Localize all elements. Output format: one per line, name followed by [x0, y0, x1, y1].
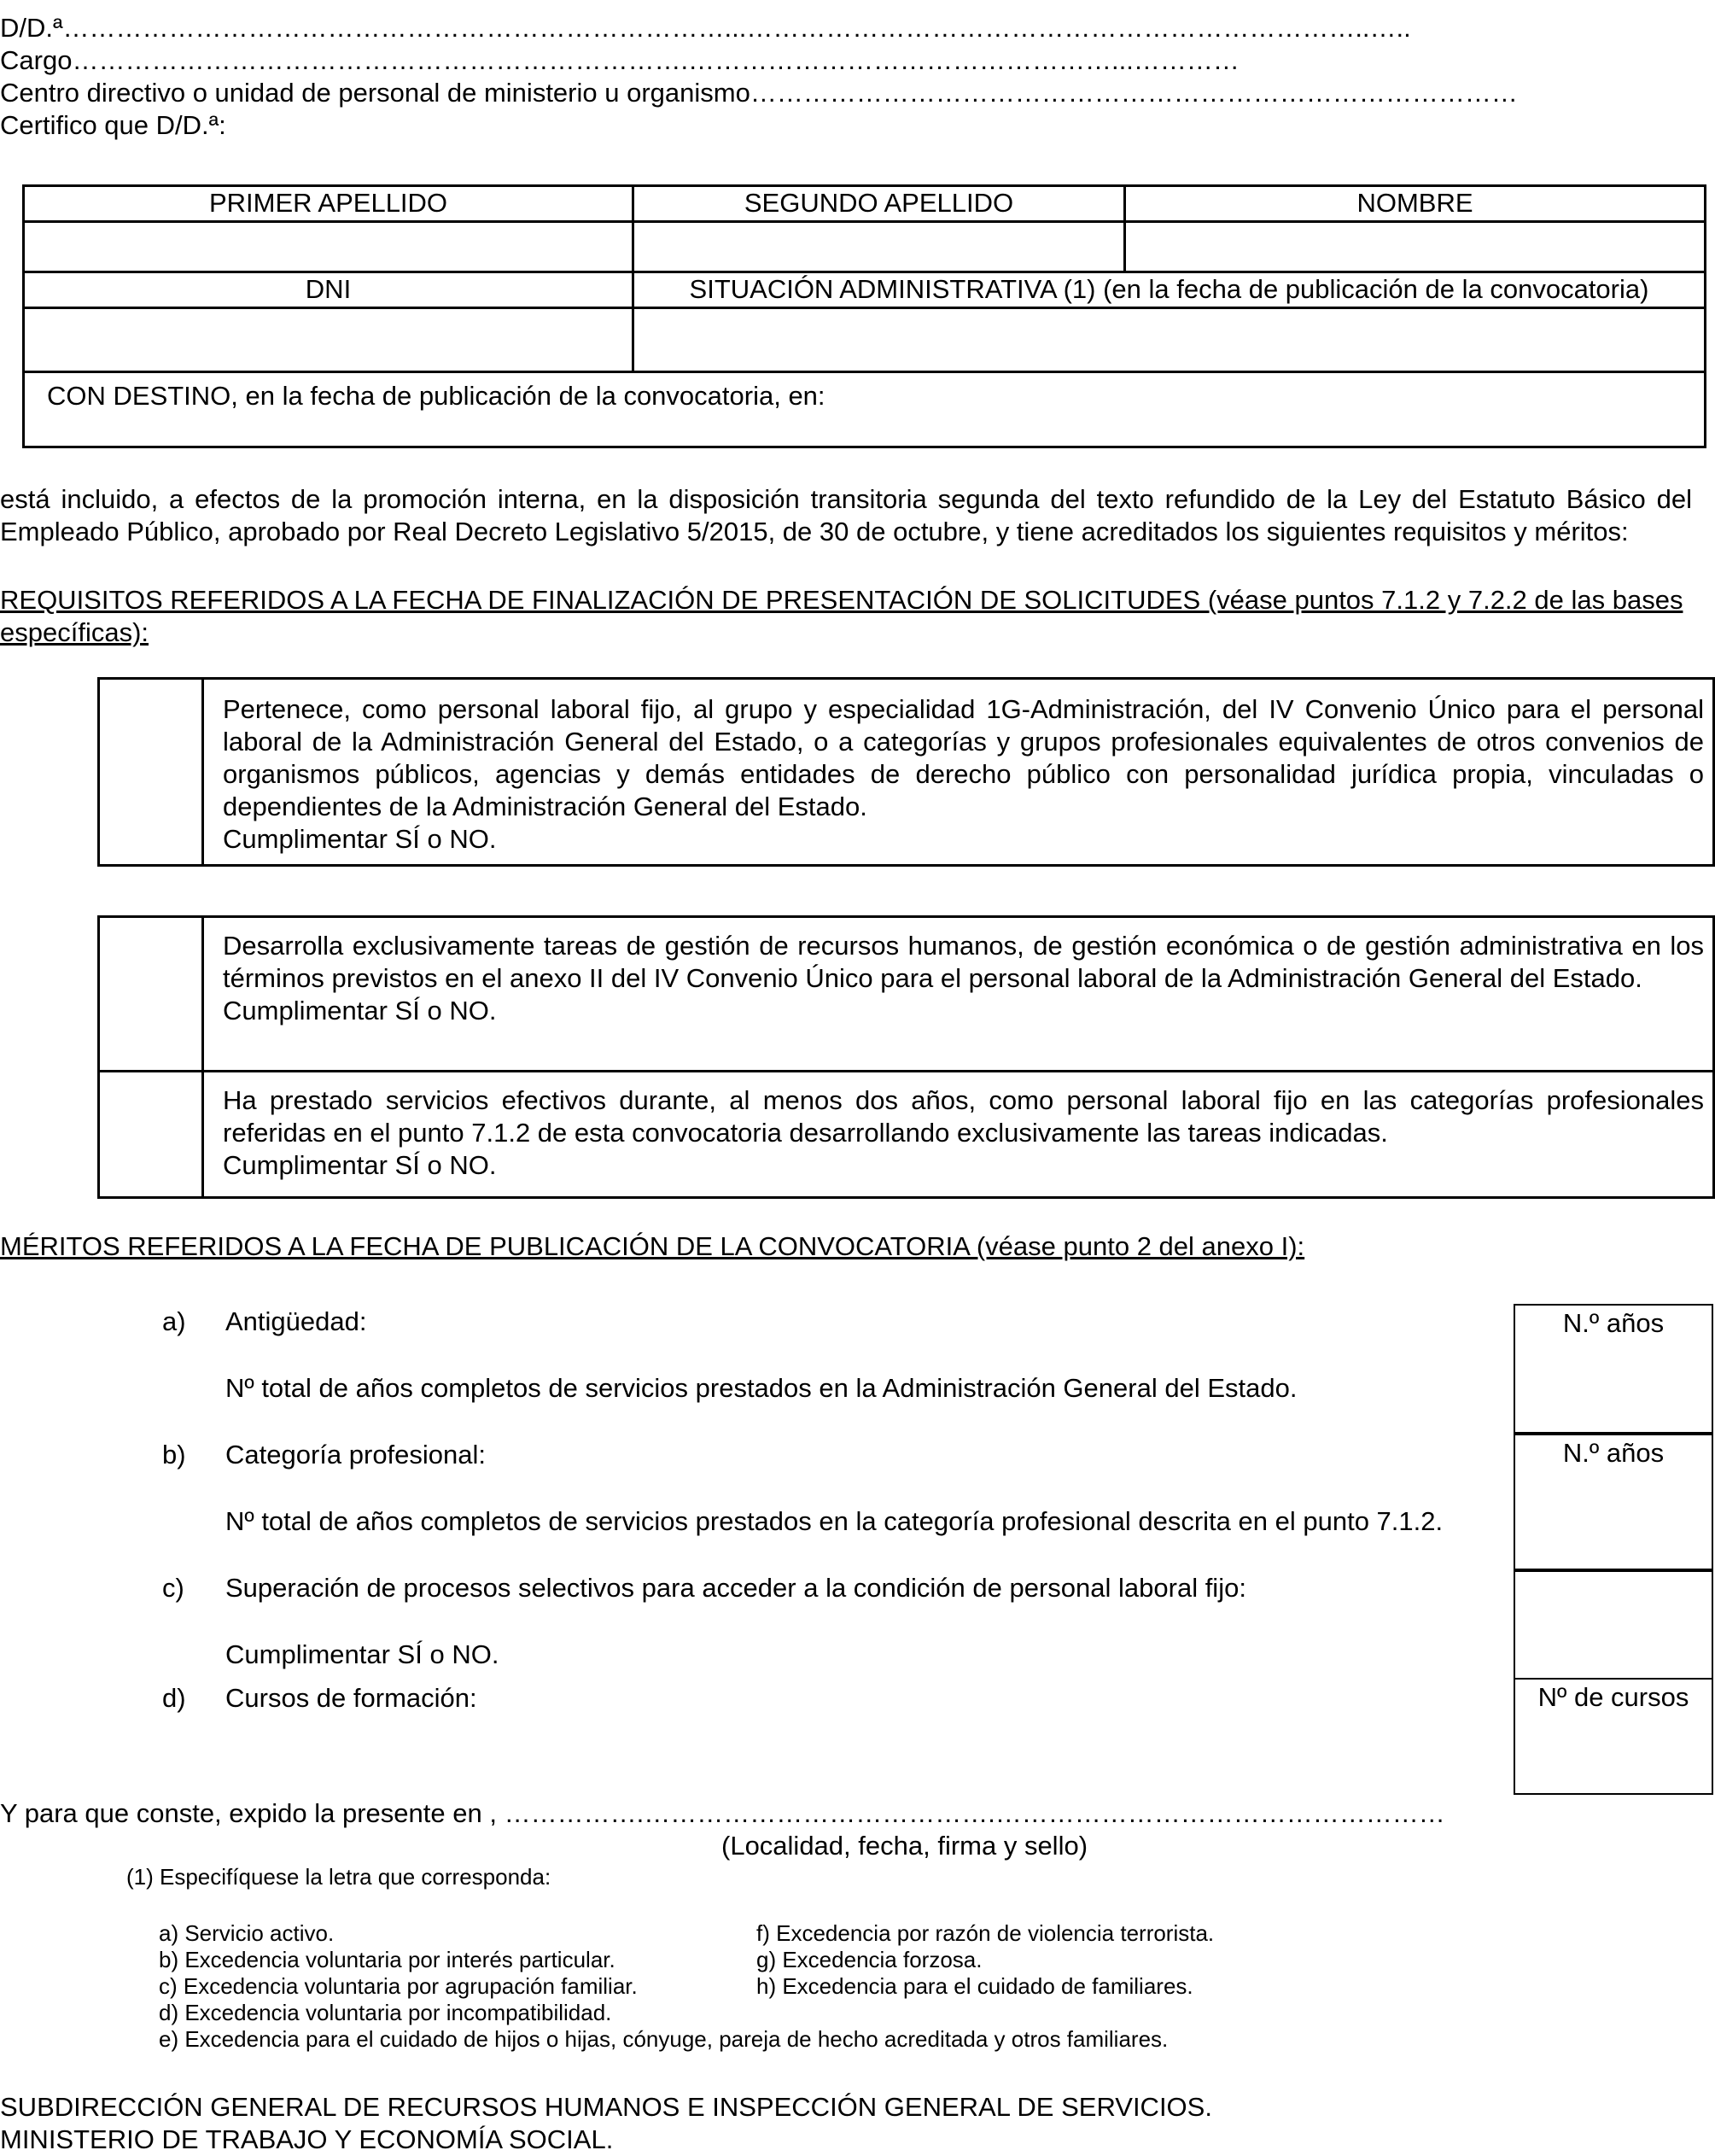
destino-label: CON DESTINO, en la fecha de publicación de la convocatoria, en:	[47, 381, 825, 411]
closing-text: Y para que conste, expido la presente en ,	[0, 1798, 497, 1828]
intro-paragraph: está incluido, a efectos de la promoción interna, en la disposición transitoria segunda del texto refundido de la Ley del Estatuto Básico del Empleado Público, aprobado por Real Decreto Legislativo 5/2015, de 30 de octubre, y tiene acreditados los siguientes requisitos y méritos:	[0, 484, 1692, 546]
merito-b-box[interactable]	[1514, 1434, 1713, 1570]
closing-dots[interactable]: …………….………………………………….……………………………………………	[504, 1798, 1445, 1828]
merito-a-title: Antigüedad:	[225, 1306, 367, 1336]
requisito-1-answer[interactable]	[99, 679, 203, 866]
situacion-field[interactable]	[633, 308, 1706, 372]
dni-field[interactable]	[24, 308, 633, 372]
footnote-item-b: b) Excedencia voluntaria por interés particular.	[159, 1947, 615, 1972]
footnote-item-a: a) Servicio activo.	[159, 1920, 335, 1946]
footnote-item-f: f) Excedencia por razón de violencia terrorista.	[756, 1920, 1215, 1946]
dda-label: D/D.ª	[0, 13, 63, 43]
merito-b-box-label: N.º años	[1562, 1438, 1665, 1468]
requisito-3-answer[interactable]	[99, 1072, 203, 1198]
merito-c-letter: c)	[162, 1573, 184, 1603]
merito-b-desc: Nº total de años completos de servicios prestados en la categoría profesional descrita en el punto 7.1.2.	[225, 1506, 1444, 1536]
header-primer-apellido: PRIMER APELLIDO	[24, 186, 633, 222]
merito-d-box[interactable]	[1514, 1678, 1713, 1795]
primer-apellido-field[interactable]	[24, 222, 633, 272]
nombre-field[interactable]	[1125, 222, 1706, 272]
merito-c-title: Superación de procesos selectivos para acceder a la condición de personal laboral fijo:	[225, 1573, 1246, 1603]
closing-sub: (Localidad, fecha, firma y sello)	[721, 1831, 1088, 1861]
requisito-3-cell	[203, 1072, 1714, 1198]
footer-line-1: SUBDIRECCIÓN GENERAL DE RECURSOS HUMANOS E INSPECCIÓN GENERAL DE SERVICIOS.	[0, 2092, 1212, 2122]
merito-a-box-label: N.º años	[1562, 1308, 1665, 1338]
centro-label: Centro directivo o unidad de personal de ministerio u organismo	[0, 78, 750, 108]
footer-line-2: MINISTERIO DE TRABAJO Y ECONOMÍA SOCIAL.	[0, 2124, 614, 2154]
merito-c-desc: Cumplimentar SÍ o NO.	[225, 1639, 499, 1669]
header-nombre: NOMBRE	[1125, 186, 1706, 222]
requisito-2-cell	[203, 917, 1714, 1072]
header-dni: DNI	[24, 272, 633, 308]
requisito-3-text: Ha prestado servicios efectivos durante, al menos dos años, como personal laboral fijo en las categorías profesionales referidas en el punto 7.1.2 de esta convocatoria desarrollando exclusivamente las tareas indicadas.	[223, 1085, 1704, 1148]
header-segundo-apellido: SEGUNDO APELLIDO	[633, 186, 1125, 222]
merito-d-letter: d)	[162, 1683, 186, 1713]
footnote-item-h: h) Excedencia para el cuidado de familiares.	[756, 1973, 1193, 1999]
requisito-2-answer[interactable]	[99, 917, 203, 1072]
merito-b-letter: b)	[162, 1440, 186, 1469]
dda-dots[interactable]: …………………………………………………………………...……………………………………………………………..…..	[62, 13, 1411, 43]
requisito-3-note: Cumplimentar SÍ o NO.	[223, 1150, 497, 1180]
requisito-2-3-table	[97, 915, 1715, 1199]
field-dda	[0, 12, 1686, 44]
certifico-label: Certifico que D/D.ª:	[0, 110, 226, 140]
cargo-label: Cargo	[0, 45, 73, 75]
requisito-2-note: Cumplimentar SÍ o NO.	[223, 996, 497, 1025]
header-situacion: SITUACIÓN ADMINISTRATIVA (1) (en la fecha de publicación de la convocatoria)	[633, 272, 1706, 308]
merito-a-box[interactable]	[1514, 1304, 1713, 1434]
merito-b-title: Categoría profesional:	[225, 1440, 487, 1469]
requisito-1-note: Cumplimentar SÍ o NO.	[223, 824, 497, 854]
merito-a-letter: a)	[162, 1306, 186, 1336]
footnote-item-c: c) Excedencia voluntaria por agrupación familiar.	[159, 1973, 638, 1999]
centro-dots[interactable]: ……………………………………………………………………………	[750, 78, 1518, 108]
requisitos-title: REQUISITOS REFERIDOS A LA FECHA DE FINALIZACIÓN DE PRESENTACIÓN DE SOLICITUDES (véase puntos 7.1.2 y 7.2.2 de las bases específicas):	[0, 585, 1683, 647]
merito-d-title: Cursos de formación:	[225, 1683, 477, 1713]
field-cargo	[0, 44, 1686, 77]
footnote-title: (1) Especifíquese la letra que corresponda:	[126, 1864, 551, 1890]
closing-line	[0, 1797, 1485, 1830]
requisito-2-text: Desarrolla exclusivamente tareas de gestión de recursos humanos, de gestión económica o de gestión administrativa en los términos previstos en el anexo II del IV Convenio Único para el personal laboral de la Administración General del Estado.	[223, 931, 1704, 993]
requisito-1-text: Pertenece, como personal laboral fijo, al grupo y especialidad 1G-Administración, del IV Convenio Único para el personal laboral de la Administración General del Estado, o a categorías y grupos profesionales equivalentes de otros convenios de organismos públicos, agencias y demás entidades de derecho público con personalidad jurídica propia, vinculadas o dependientes de la Administración General del Estado.	[223, 694, 1704, 821]
footnote-item-e: e) Excedencia para el cuidado de hijos o hijas, cónyuge, pareja de hecho acreditada y otros familiares.	[159, 2026, 1169, 2052]
footnote-item-g: g) Excedencia forzosa.	[756, 1947, 983, 1972]
field-centro	[0, 77, 1686, 109]
cargo-dots[interactable]: …………………………………………………………….…………………………………………...…………	[72, 45, 1240, 75]
merito-c-box[interactable]	[1514, 1570, 1713, 1680]
personal-data-table	[22, 184, 1706, 448]
requisito-1-table	[97, 677, 1715, 867]
merito-a-desc: Nº total de años completos de servicios prestados en la Administración General del Estado.	[225, 1373, 1298, 1403]
meritos-title: MÉRITOS REFERIDOS A LA FECHA DE PUBLICACIÓN DE LA CONVOCATORIA (véase punto 2 del anexo I):	[0, 1231, 1305, 1261]
destino-field[interactable]	[24, 372, 1706, 447]
requisito-1-cell	[203, 679, 1714, 866]
footnote-item-d: d) Excedencia voluntaria por incompatibilidad.	[159, 2000, 612, 2025]
merito-d-box-label: Nº de cursos	[1537, 1682, 1689, 1712]
segundo-apellido-field[interactable]	[633, 222, 1125, 272]
